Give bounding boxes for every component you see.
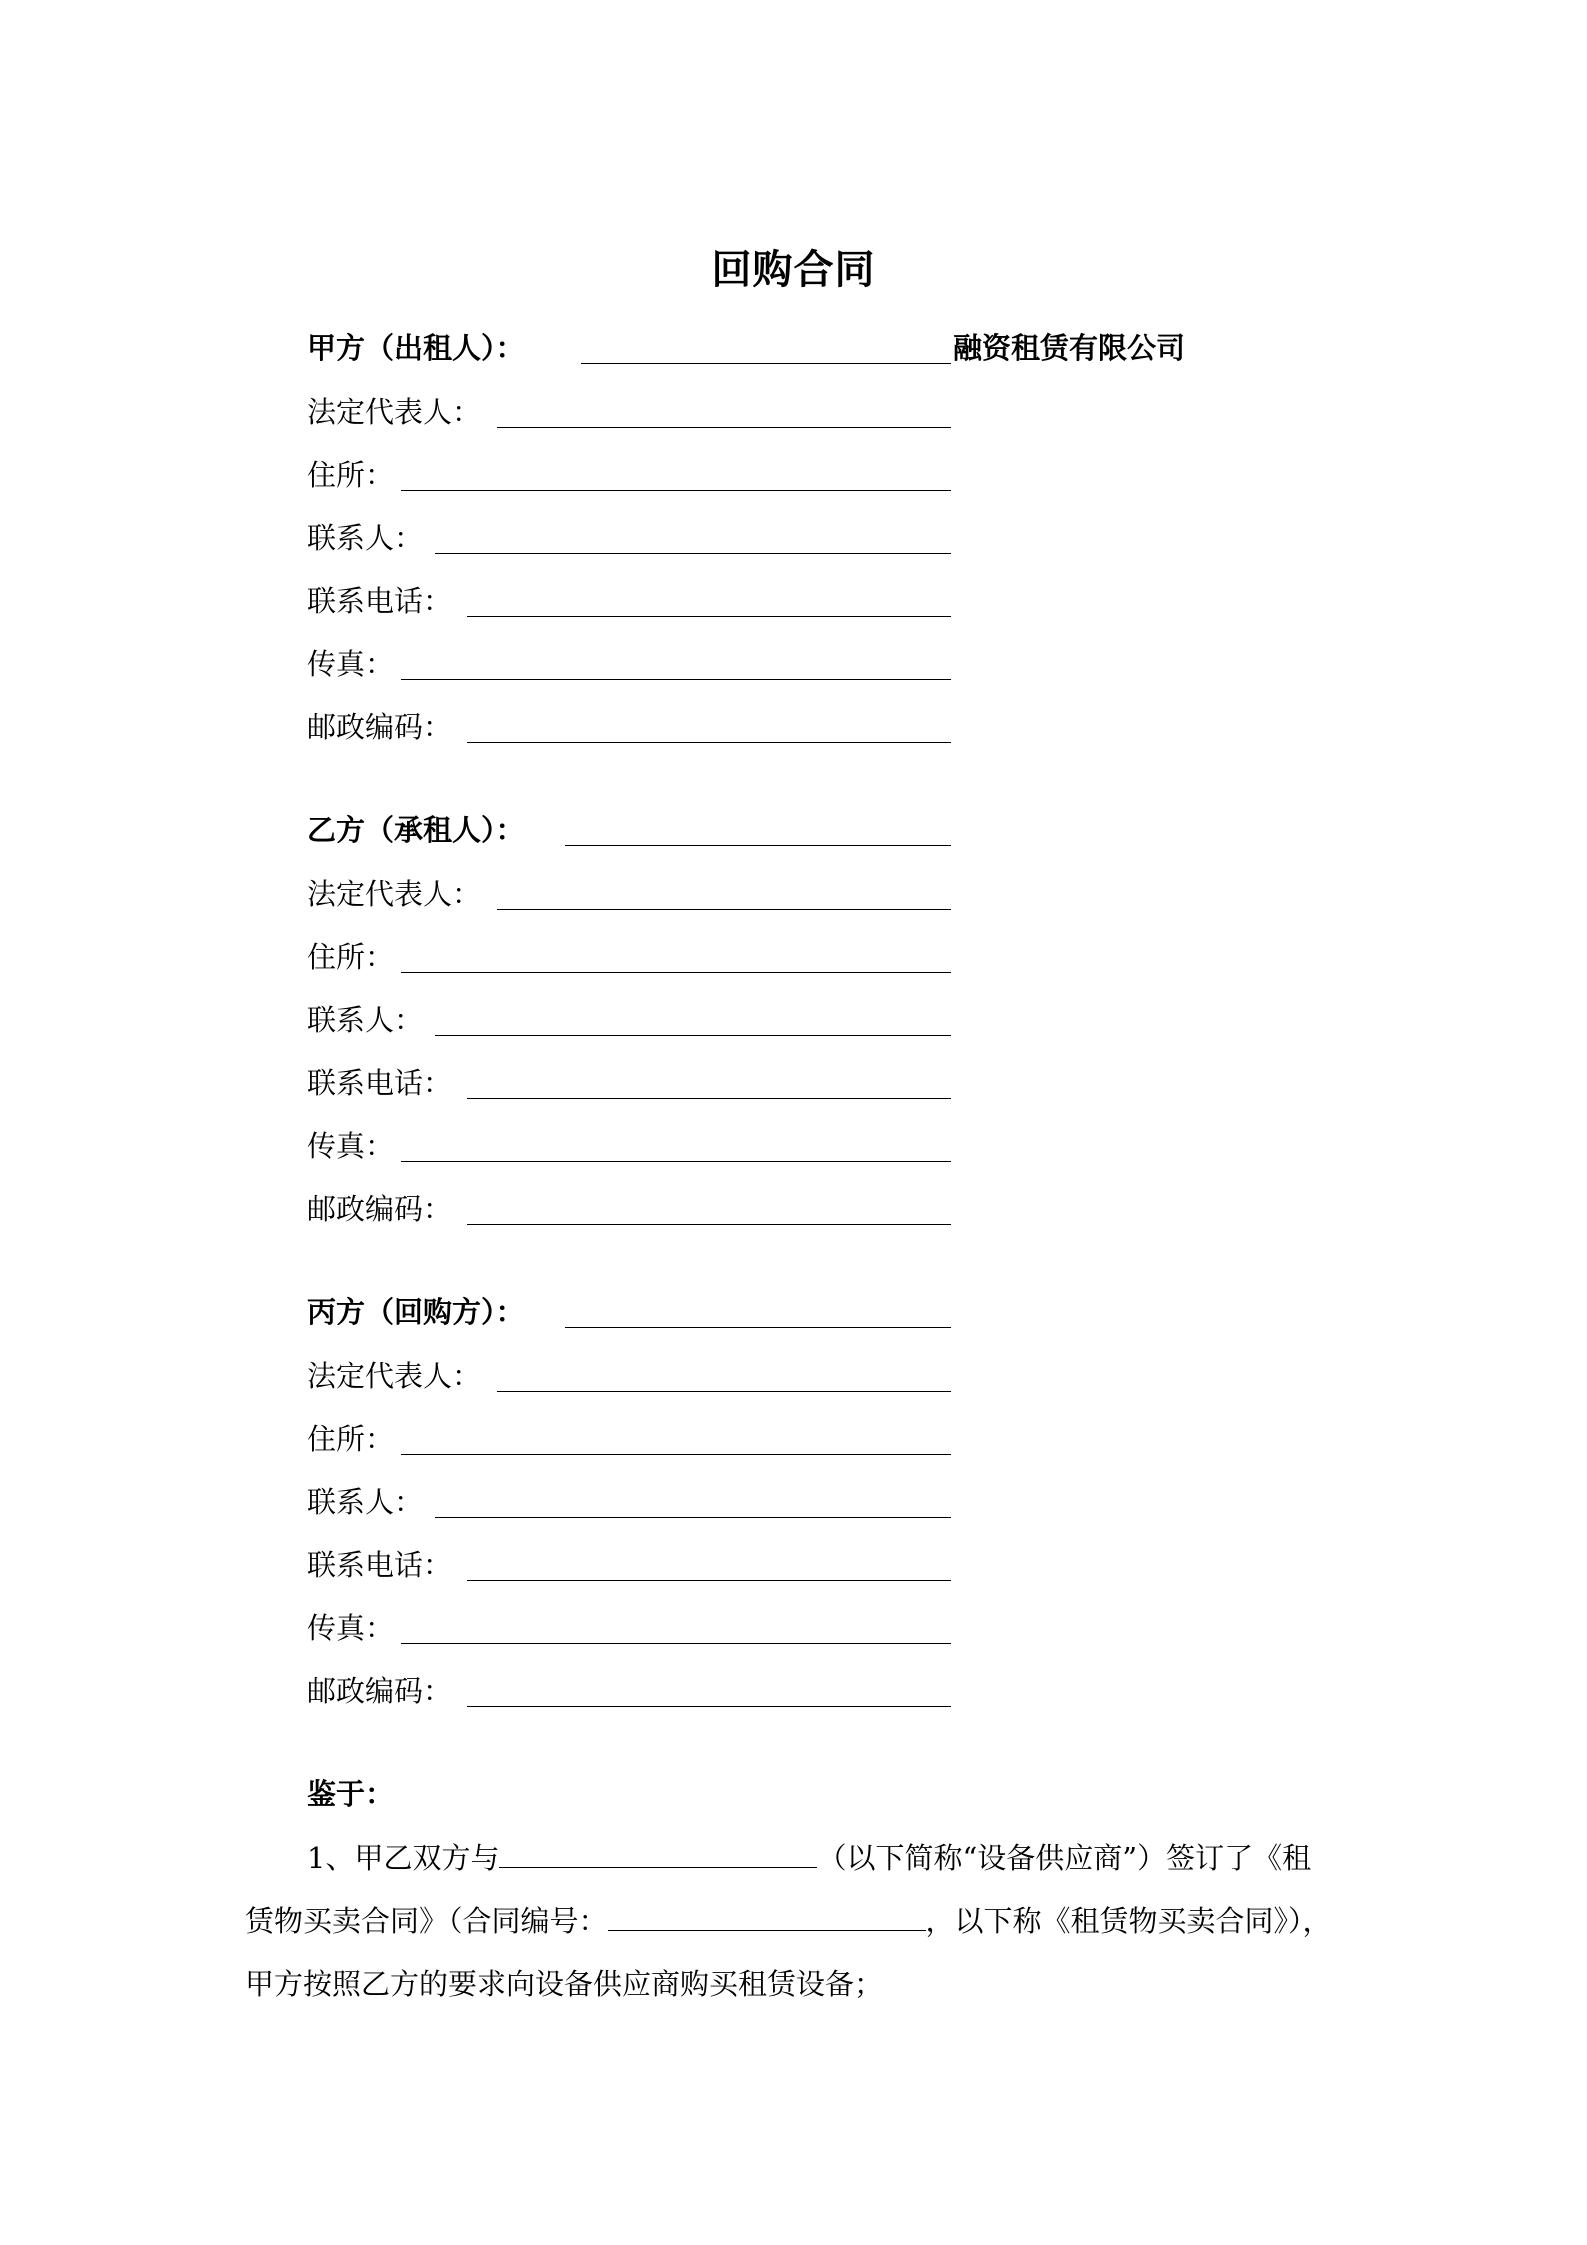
party-a-header-row	[307, 326, 1207, 370]
party-c-header: 丙方（回购方）：	[307, 1295, 525, 1329]
field-label: 联系人：	[307, 1003, 424, 1037]
field-blank[interactable]	[401, 972, 951, 973]
party-c-contact-row	[307, 1480, 967, 1524]
party-c-name-blank[interactable]	[565, 1327, 951, 1328]
field-blank[interactable]	[467, 1706, 951, 1707]
party-a-contact-row	[307, 516, 967, 560]
field-blank[interactable]	[467, 1580, 951, 1581]
party-b-address-row	[307, 935, 967, 979]
field-label: 联系人：	[307, 521, 424, 555]
field-label: 传真：	[307, 1129, 395, 1163]
party-a-phone-row	[307, 579, 967, 623]
field-label: 联系人：	[307, 1485, 424, 1519]
party-b-fax-row	[307, 1124, 967, 1168]
party-b-header: 乙方（承租人）：	[307, 813, 525, 847]
field-label: 邮政编码：	[307, 710, 453, 744]
field-blank[interactable]	[401, 490, 951, 491]
party-b-postcode-row	[307, 1187, 967, 1231]
whereas-heading-text: 鉴于：	[307, 1777, 395, 1811]
field-label: 传真：	[307, 1611, 395, 1645]
party-a-fax-row	[307, 642, 967, 686]
party-b-header-row	[307, 808, 967, 852]
party-c-phone-row	[307, 1543, 967, 1587]
field-label: 法定代表人：	[307, 1359, 482, 1393]
field-blank[interactable]	[401, 1161, 951, 1162]
clause-1-line-3	[245, 1962, 883, 2006]
party-c-header-row	[307, 1290, 967, 1334]
field-label: 法定代表人：	[307, 877, 482, 911]
party-c-legal-rep-row	[307, 1354, 967, 1398]
whereas-heading	[307, 1772, 394, 1816]
contract-number-blank[interactable]	[608, 1900, 926, 1931]
field-blank[interactable]	[435, 1517, 951, 1518]
party-a-address-row	[307, 453, 967, 497]
party-c-postcode-row	[307, 1669, 967, 1713]
party-a-name-suffix: 融资租赁有限公司	[953, 331, 1186, 365]
field-label: 传真：	[307, 647, 395, 681]
party-a-header: 甲方（出租人）：	[307, 331, 525, 365]
party-a-legal-rep-row	[307, 390, 967, 434]
clause-1-line-1	[307, 1836, 1311, 1880]
field-blank[interactable]	[497, 427, 951, 428]
document-title: 回购合同	[711, 246, 876, 293]
clause-text: （以下简称“设备供应商”）签订了《租	[817, 1841, 1312, 1875]
field-blank[interactable]	[467, 616, 951, 617]
clause-text: ，以下称《租赁物买卖合同》），	[925, 1904, 1332, 1938]
field-blank[interactable]	[497, 1391, 951, 1392]
field-blank[interactable]	[401, 1643, 951, 1644]
field-blank[interactable]	[467, 1224, 951, 1225]
field-blank[interactable]	[467, 1098, 951, 1099]
clause-text: 1、甲乙双方与	[307, 1841, 500, 1875]
party-c-fax-row	[307, 1606, 967, 1650]
clause-text: 甲方按照乙方的要求向设备供应商购买租赁设备；	[245, 1967, 884, 2001]
party-b-name-blank[interactable]	[565, 845, 951, 846]
party-a-name-blank[interactable]	[581, 363, 951, 364]
field-label: 住所：	[307, 1422, 395, 1456]
field-blank[interactable]	[435, 553, 951, 554]
field-blank[interactable]	[497, 909, 951, 910]
field-label: 法定代表人：	[307, 395, 482, 429]
field-blank[interactable]	[401, 1454, 951, 1455]
field-label: 联系电话：	[307, 584, 453, 618]
field-label: 邮政编码：	[307, 1192, 453, 1226]
clause-1-line-2	[245, 1899, 1332, 1943]
party-c-address-row	[307, 1417, 967, 1461]
field-label: 住所：	[307, 940, 395, 974]
field-label: 联系电话：	[307, 1548, 453, 1582]
field-label: 住所：	[307, 458, 395, 492]
party-a-postcode-row	[307, 705, 967, 749]
field-blank[interactable]	[401, 679, 951, 680]
party-b-phone-row	[307, 1061, 967, 1105]
field-label: 邮政编码：	[307, 1674, 453, 1708]
party-b-contact-row	[307, 998, 967, 1042]
clause-text: 赁物买卖合同》（合同编号：	[245, 1904, 608, 1938]
field-label: 联系电话：	[307, 1066, 453, 1100]
field-blank[interactable]	[435, 1035, 951, 1036]
field-blank[interactable]	[467, 742, 951, 743]
party-b-legal-rep-row	[307, 872, 967, 916]
supplier-name-blank[interactable]	[499, 1837, 817, 1868]
